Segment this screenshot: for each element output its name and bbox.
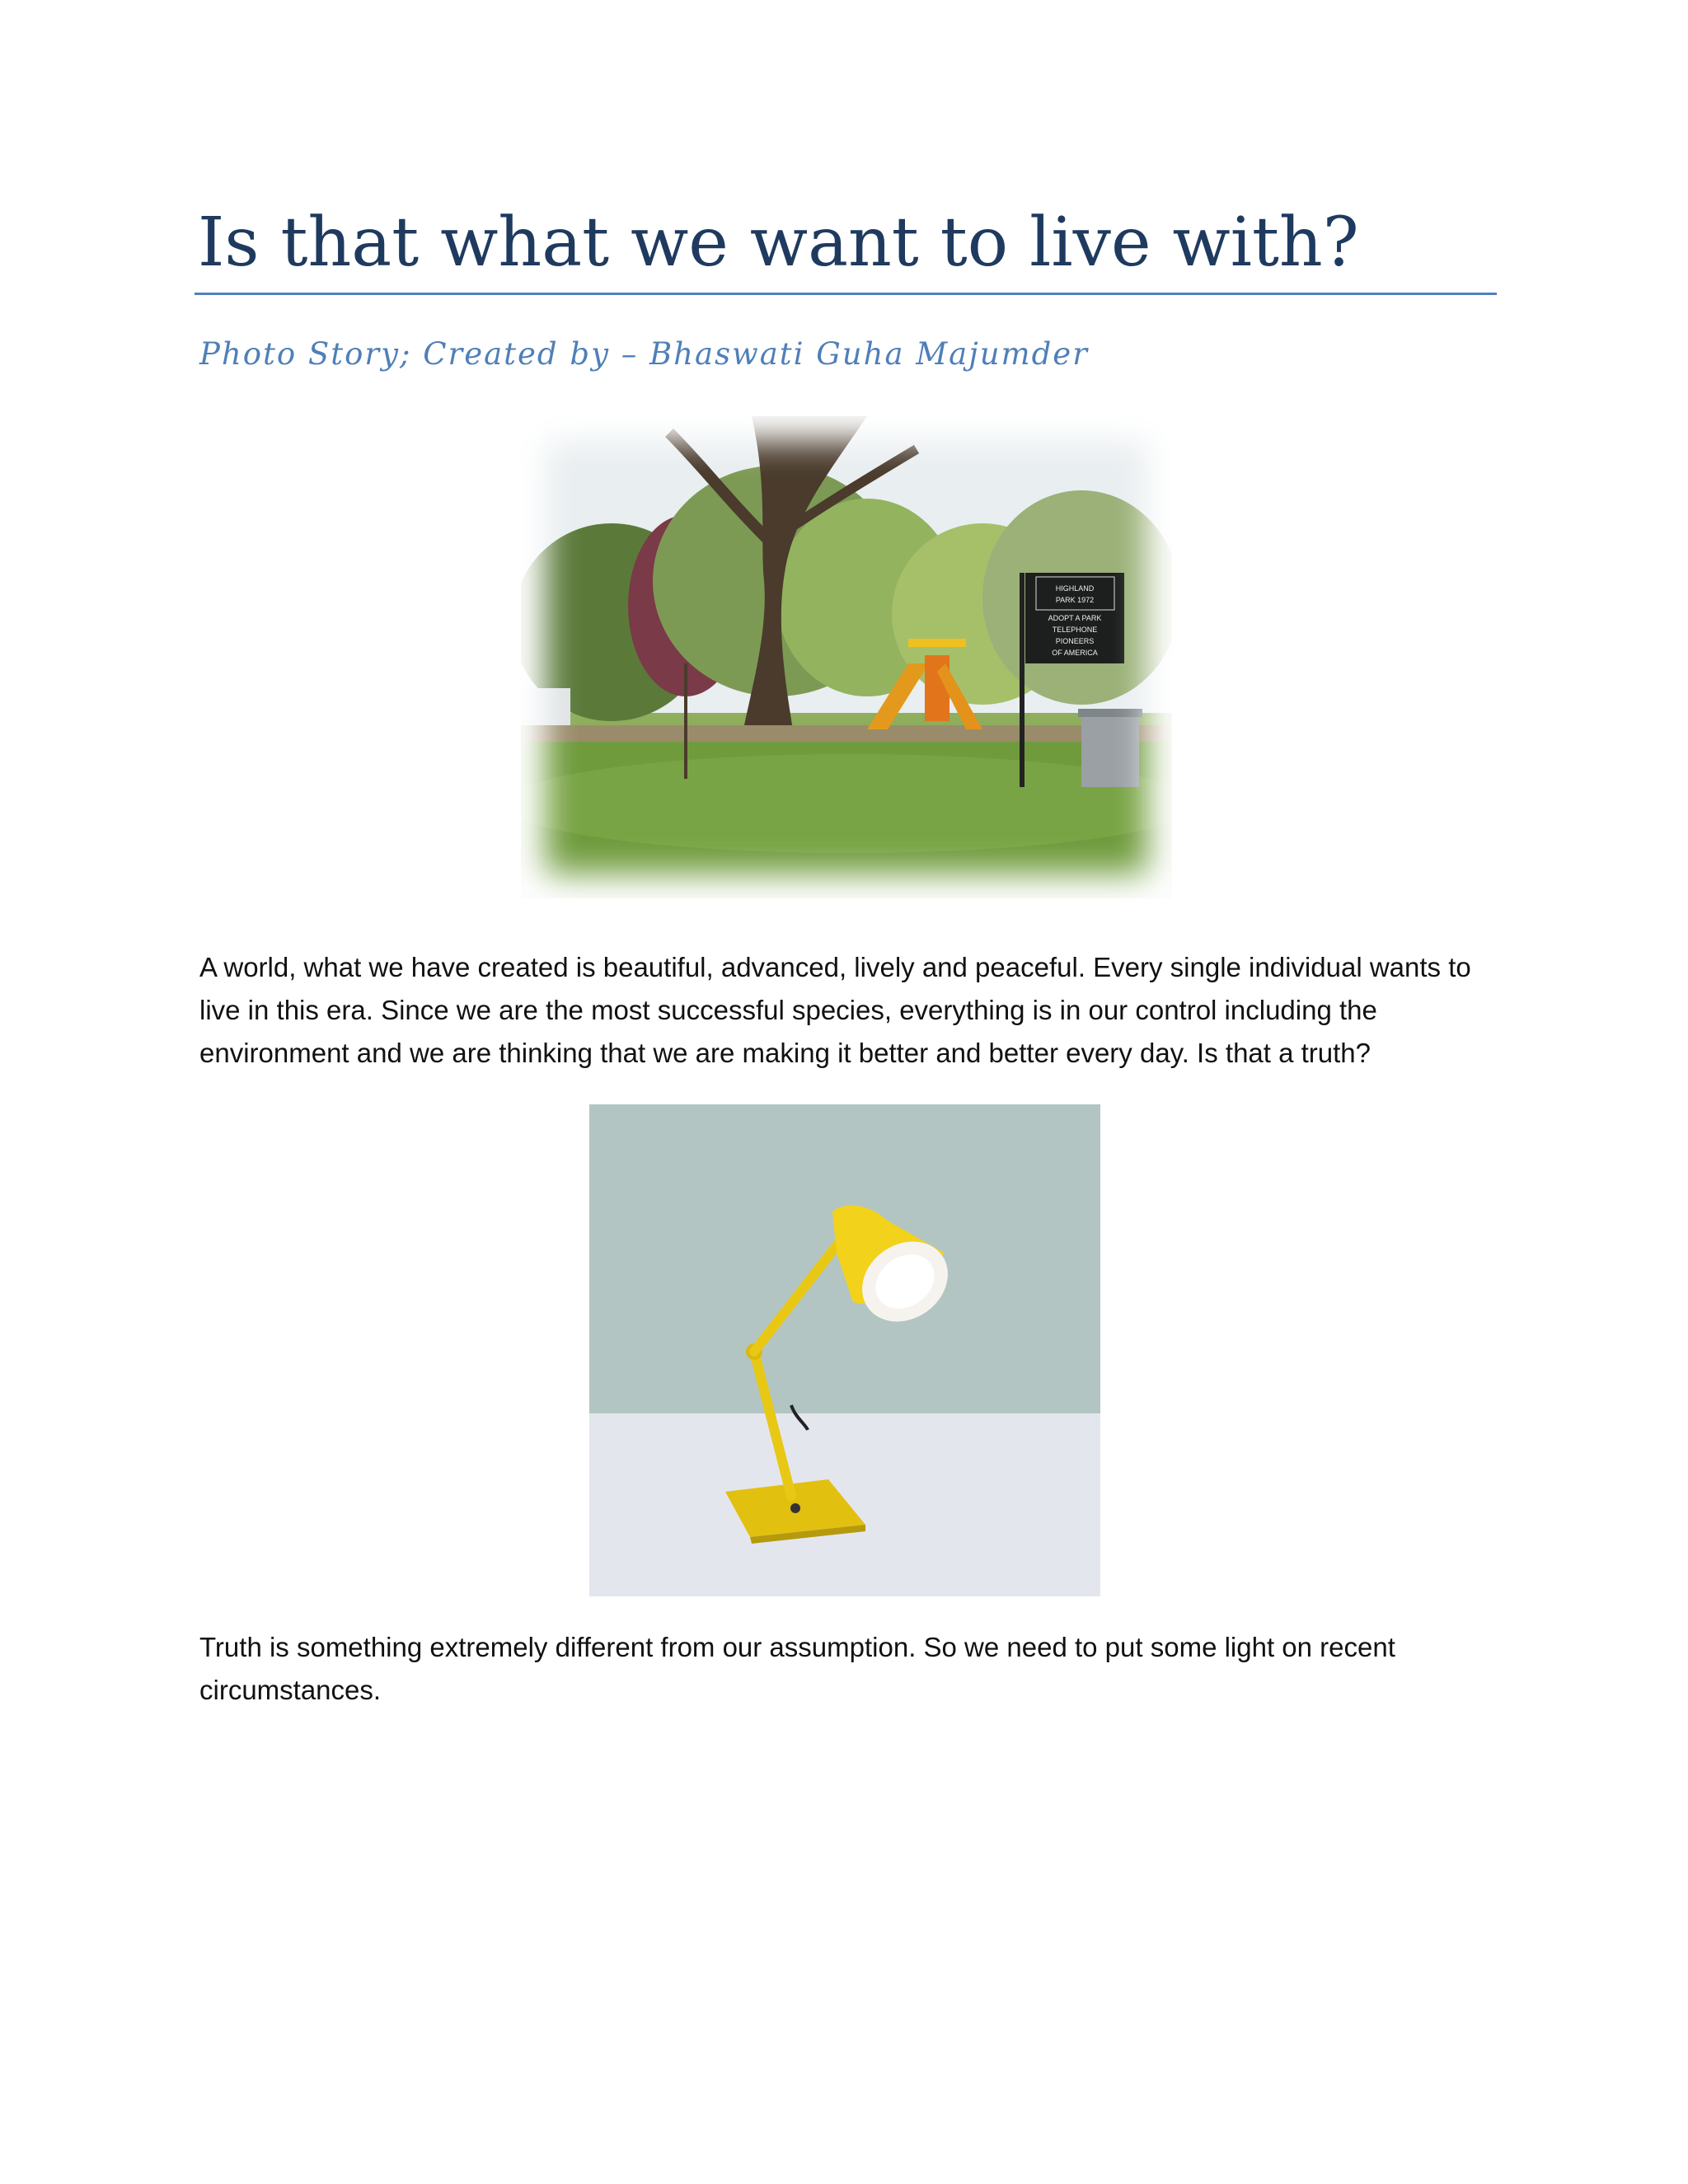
desk-lamp-photo xyxy=(589,1104,1100,1596)
lamp-photo-illustration xyxy=(589,1104,1100,1596)
paragraph-1: A world, what we have created is beautiful, advanced, lively and peaceful. Every single individual wants to live in this era. Since we are the most successful species, everything is in our control including the environment and we are thinking that we are making it better and better every day. Is that a truth? xyxy=(199,952,1471,1068)
paragraph-2: Truth is something extremely different from our assumption. So we need to put some light on recent circumstances. xyxy=(199,1632,1395,1705)
document-title: Is that what we want to live with? xyxy=(198,204,1359,282)
photo-vignette xyxy=(521,416,1172,898)
sign-line-1: HIGHLAND xyxy=(1055,584,1095,593)
sign-line-3: ADOPT A PARK xyxy=(1048,614,1102,622)
sign-line-2: PARK 1972 xyxy=(1055,596,1095,604)
park-playground-photo xyxy=(521,416,1172,898)
document-subtitle: Photo Story; Created by – Bhaswati Guha Majumder xyxy=(199,336,1089,372)
title-underline-rule xyxy=(195,293,1497,295)
sign-line-6: OF AMERICA xyxy=(1052,649,1098,657)
sign-line-4: TELEPHONE xyxy=(1052,626,1098,634)
sign-line-5: PIONEERS xyxy=(1055,637,1095,645)
